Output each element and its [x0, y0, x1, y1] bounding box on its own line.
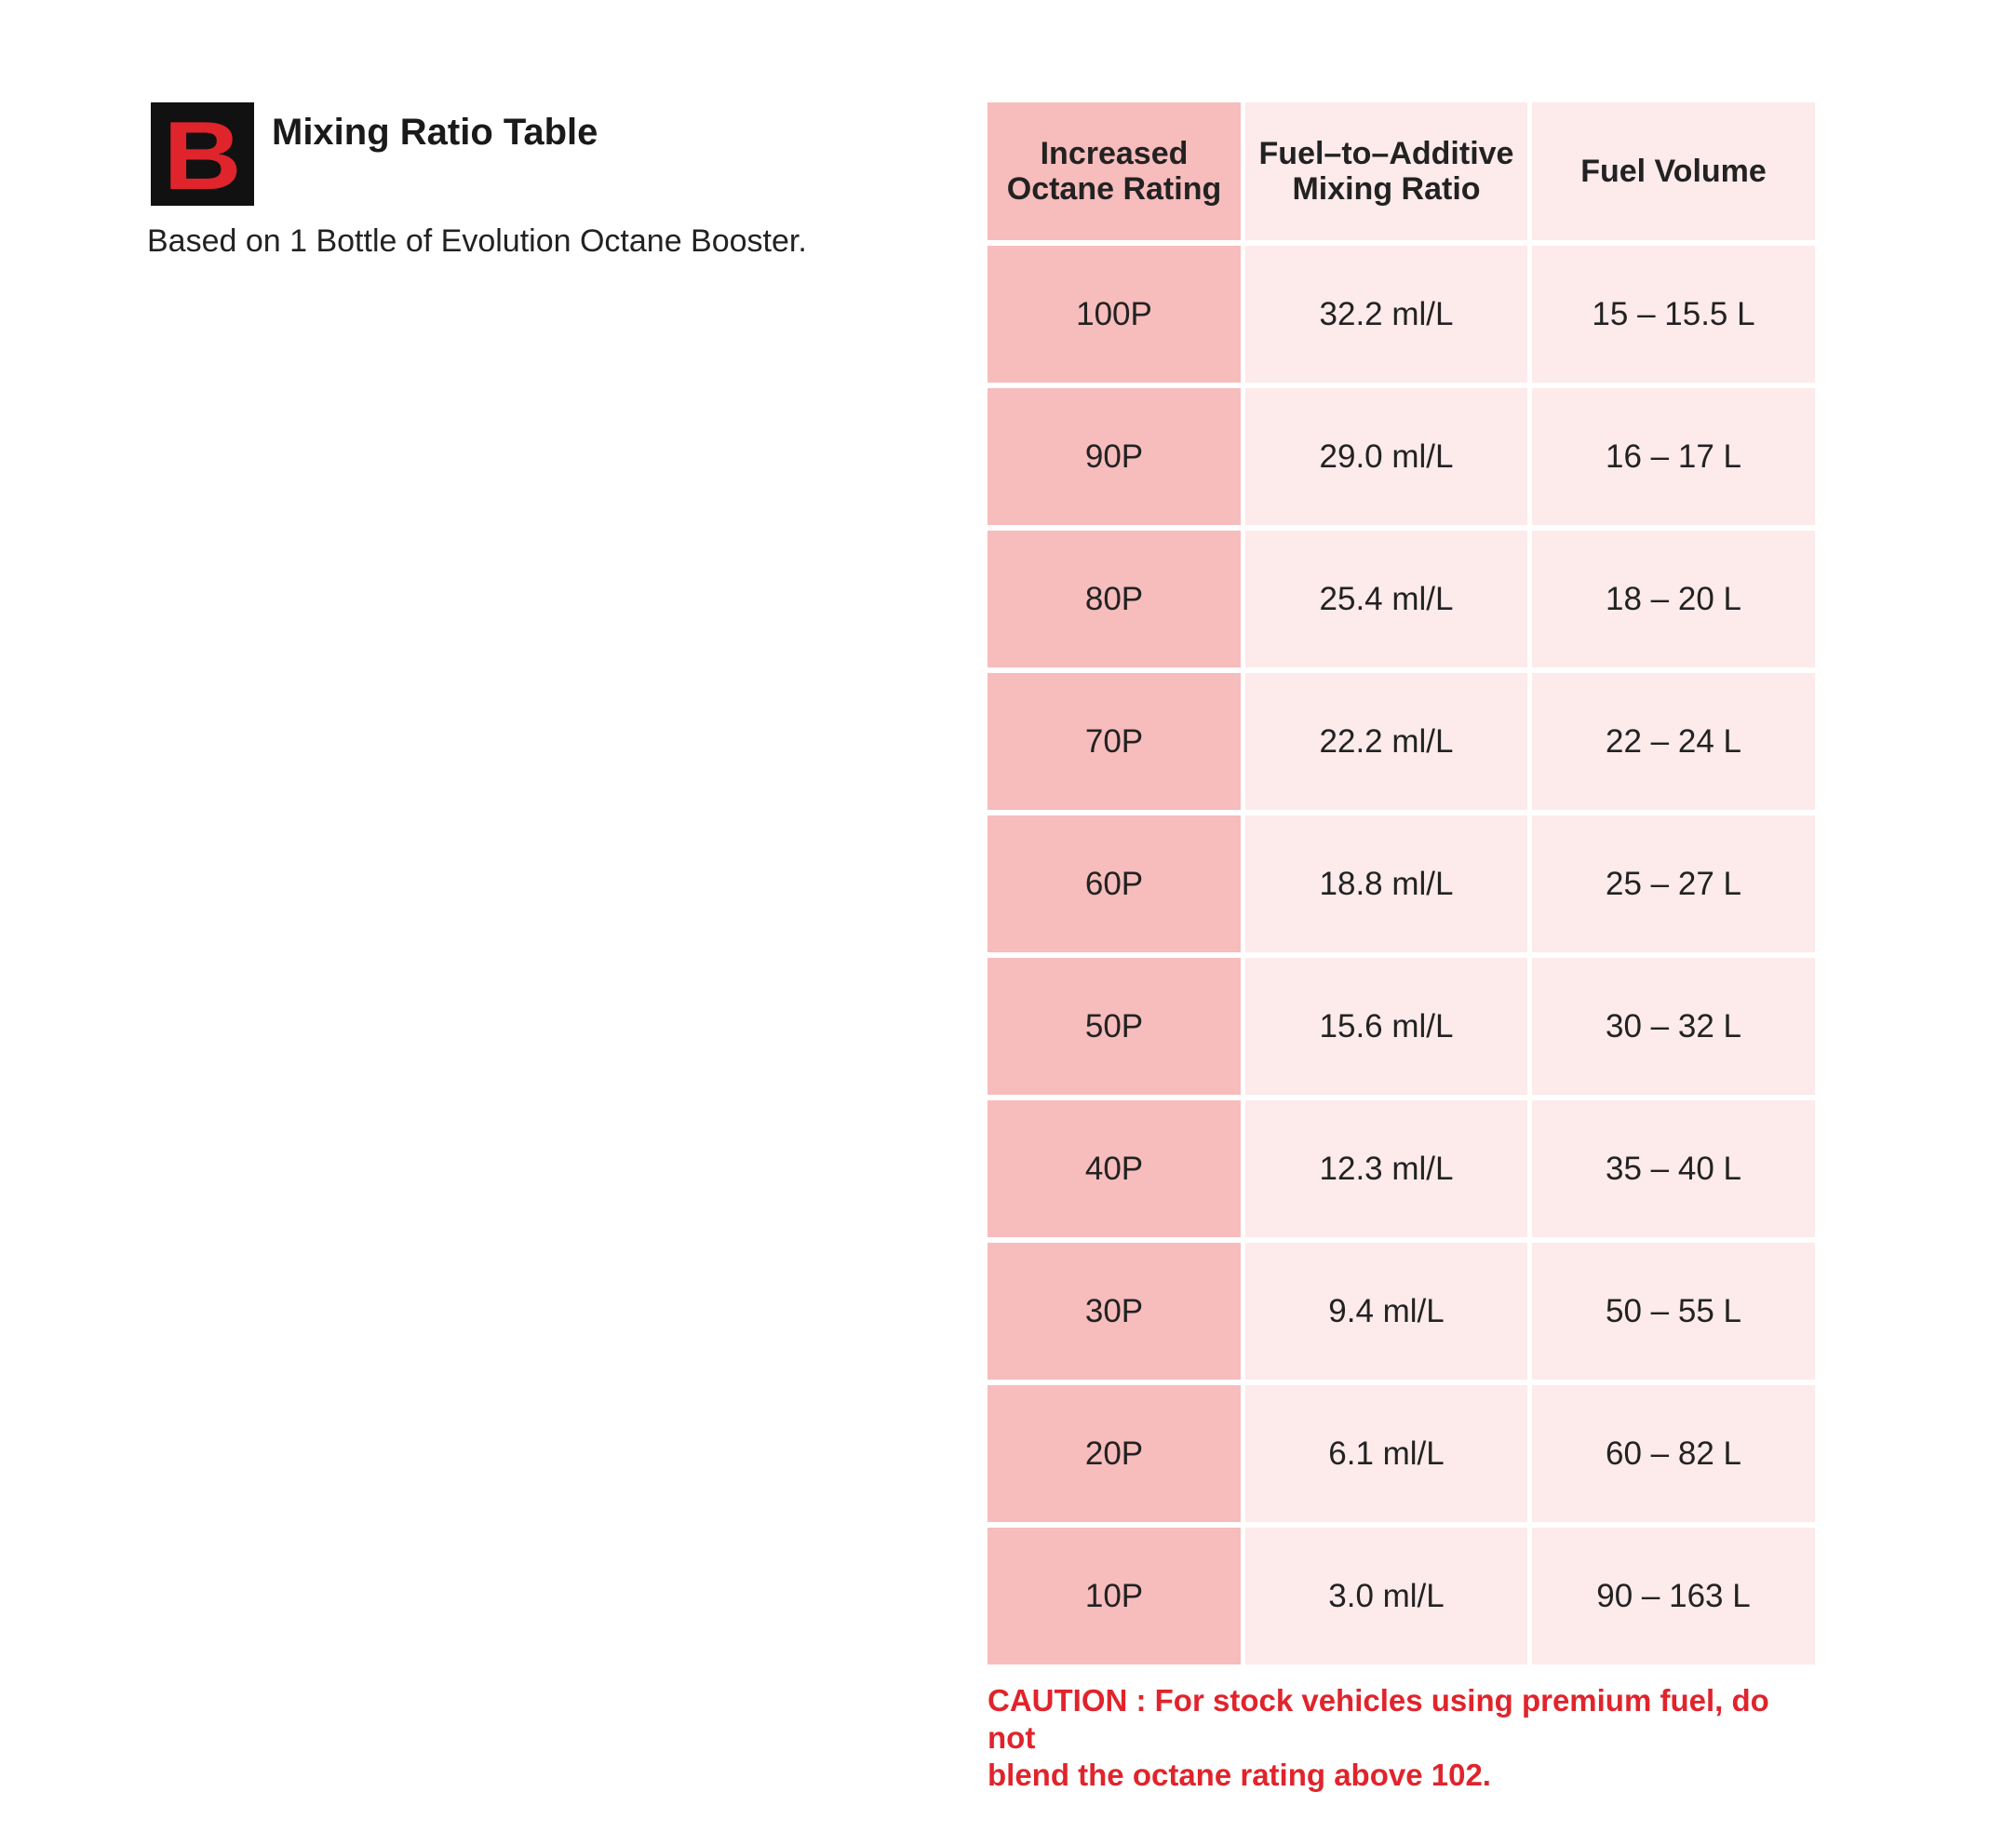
ratio-cell: 9.4 ml/L: [1245, 1243, 1532, 1385]
volume-cell: 22 – 24 L: [1532, 673, 1815, 815]
table-row: [988, 673, 1815, 815]
table-row: [988, 1243, 1815, 1385]
table-row: [988, 815, 1815, 958]
octane-cell: 40P: [988, 1100, 1245, 1243]
table-row: [988, 1385, 1815, 1528]
header-fuel-volume: Fuel Volume: [1532, 102, 1815, 246]
caution-line-2: blend the octane rating above 102.: [988, 1758, 1491, 1792]
ratio-cell: 3.0 ml/L: [1245, 1528, 1532, 1670]
volume-cell: 35 – 40 L: [1532, 1100, 1815, 1243]
octane-cell: 100P: [988, 246, 1245, 388]
octane-cell: 10P: [988, 1528, 1245, 1670]
volume-cell: 16 – 17 L: [1532, 388, 1815, 531]
mixing-ratio-table: [988, 102, 1815, 1670]
octane-cell: 20P: [988, 1385, 1245, 1528]
caution-note: [988, 1682, 1816, 1794]
table-header-row: [988, 102, 1815, 246]
table-row: [988, 388, 1815, 531]
volume-cell: 18 – 20 L: [1532, 531, 1815, 673]
ratio-cell: 15.6 ml/L: [1245, 958, 1532, 1100]
table-row: [988, 1528, 1815, 1670]
ratio-cell: 32.2 ml/L: [1245, 246, 1532, 388]
section-subtitle: Based on 1 Bottle of Evolution Octane Booster.: [147, 223, 807, 259]
octane-cell: 50P: [988, 958, 1245, 1100]
table-row: [988, 1100, 1815, 1243]
octane-cell: 30P: [988, 1243, 1245, 1385]
volume-cell: 60 – 82 L: [1532, 1385, 1815, 1528]
table-row: [988, 246, 1815, 388]
table-row: [988, 531, 1815, 673]
ratio-cell: 25.4 ml/L: [1245, 531, 1532, 673]
ratio-cell: 6.1 ml/L: [1245, 1385, 1532, 1528]
table-body: [988, 246, 1815, 1670]
octane-cell: 80P: [988, 531, 1245, 673]
header-mixing-ratio: Fuel–to–Additive Mixing Ratio: [1245, 102, 1532, 246]
ratio-cell: 22.2 ml/L: [1245, 673, 1532, 815]
octane-cell: 70P: [988, 673, 1245, 815]
octane-cell: 60P: [988, 815, 1245, 958]
volume-cell: 25 – 27 L: [1532, 815, 1815, 958]
volume-cell: 30 – 32 L: [1532, 958, 1815, 1100]
octane-cell: 90P: [988, 388, 1245, 531]
ratio-cell: 12.3 ml/L: [1245, 1100, 1532, 1243]
caution-line-1: CAUTION : For stock vehicles using premium fuel, do not: [988, 1683, 1769, 1755]
volume-cell: 50 – 55 L: [1532, 1243, 1815, 1385]
section-badge: [151, 101, 254, 210]
volume-cell: 15 – 15.5 L: [1532, 246, 1815, 388]
volume-cell: 90 – 163 L: [1532, 1528, 1815, 1670]
section-title: Mixing Ratio Table: [272, 112, 598, 153]
ratio-cell: 29.0 ml/L: [1245, 388, 1532, 531]
section-badge-letter: B: [163, 101, 242, 210]
ratio-cell: 18.8 ml/L: [1245, 815, 1532, 958]
header-octane-rating: Increased Octane Rating: [988, 102, 1245, 246]
table-row: [988, 958, 1815, 1100]
